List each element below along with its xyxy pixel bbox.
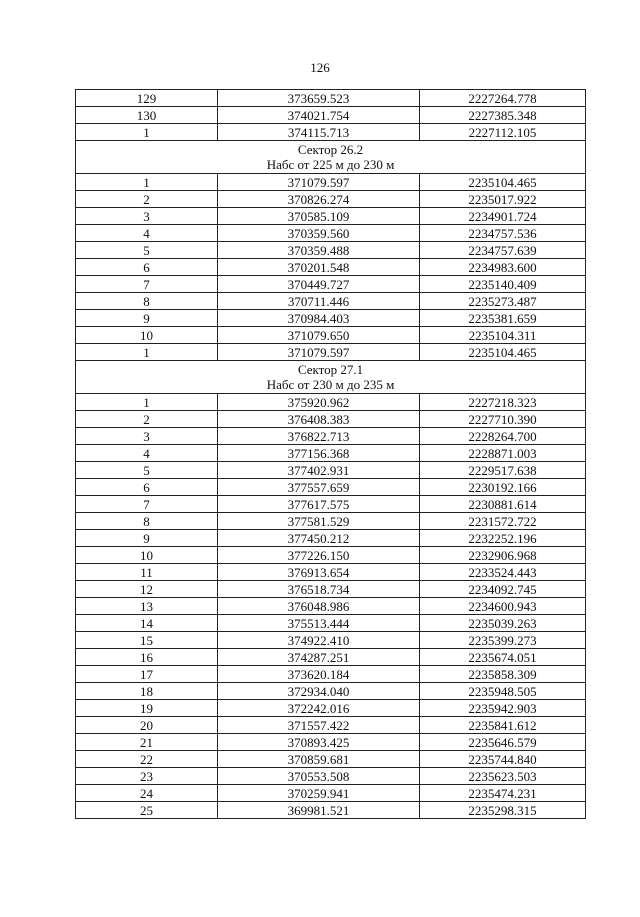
table-row: [76, 344, 586, 361]
table-row: [76, 225, 586, 242]
y-coordinate-cell: 2229517.638: [420, 462, 586, 479]
x-coordinate-cell: 370553.508: [218, 768, 420, 785]
point-number-cell: 21: [76, 734, 218, 751]
point-number-cell: 18: [76, 683, 218, 700]
y-coordinate-cell: 2235017.922: [420, 191, 586, 208]
y-coordinate-cell: 2235104.311: [420, 327, 586, 344]
y-coordinate-cell: 2228264.700: [420, 428, 586, 445]
table-row: [76, 394, 586, 411]
x-coordinate-cell: 377450.212: [218, 530, 420, 547]
table-row: [76, 310, 586, 327]
table-row: [76, 547, 586, 564]
x-coordinate-cell: 373659.523: [218, 90, 420, 107]
y-coordinate-cell: 2235104.465: [420, 174, 586, 191]
sector-altitude-range: Набс от 230 м до 235 м: [266, 377, 395, 392]
point-number-cell: 19: [76, 700, 218, 717]
sector-altitude-range: Набс от 225 м до 230 м: [266, 157, 395, 172]
y-coordinate-cell: 2227218.323: [420, 394, 586, 411]
x-coordinate-cell: 370449.727: [218, 276, 420, 293]
y-coordinate-cell: 2235381.659: [420, 310, 586, 327]
y-coordinate-cell: 2234901.724: [420, 208, 586, 225]
point-number-cell: 9: [76, 530, 218, 547]
table-row: [76, 581, 586, 598]
y-coordinate-cell: 2231572.722: [420, 513, 586, 530]
y-coordinate-cell: 2232252.196: [420, 530, 586, 547]
table-row: [76, 717, 586, 734]
table-row: [76, 276, 586, 293]
x-coordinate-cell: 370359.488: [218, 242, 420, 259]
sector-title: Сектор 26.2: [297, 142, 364, 157]
x-coordinate-cell: 374115.713: [218, 124, 420, 141]
y-coordinate-cell: 2235399.273: [420, 632, 586, 649]
sector-header-row: [76, 141, 586, 174]
y-coordinate-cell: 2230192.166: [420, 479, 586, 496]
x-coordinate-cell: 377226.150: [218, 547, 420, 564]
point-number-cell: 23: [76, 768, 218, 785]
point-number-cell: 10: [76, 327, 218, 344]
point-number-cell: 14: [76, 615, 218, 632]
x-coordinate-cell: 374021.754: [218, 107, 420, 124]
x-coordinate-cell: 375920.962: [218, 394, 420, 411]
y-coordinate-cell: 2230881.614: [420, 496, 586, 513]
y-coordinate-cell: 2235273.487: [420, 293, 586, 310]
y-coordinate-cell: 2235623.503: [420, 768, 586, 785]
x-coordinate-cell: 376518.734: [218, 581, 420, 598]
y-coordinate-cell: 2234092.745: [420, 581, 586, 598]
table-row: [76, 293, 586, 310]
table-row: [76, 666, 586, 683]
x-coordinate-cell: 376913.654: [218, 564, 420, 581]
y-coordinate-cell: 2227385.348: [420, 107, 586, 124]
y-coordinate-cell: 2234757.536: [420, 225, 586, 242]
table-row: [76, 683, 586, 700]
point-number-cell: 20: [76, 717, 218, 734]
table-row: [76, 768, 586, 785]
point-number-cell: 2: [76, 411, 218, 428]
point-number-cell: 8: [76, 513, 218, 530]
point-number-cell: 22: [76, 751, 218, 768]
table-row: [76, 751, 586, 768]
x-coordinate-cell: 370984.403: [218, 310, 420, 327]
table-row: [76, 700, 586, 717]
y-coordinate-cell: 2234757.639: [420, 242, 586, 259]
y-coordinate-cell: 2235646.579: [420, 734, 586, 751]
table-row: [76, 107, 586, 124]
point-number-cell: 130: [76, 107, 218, 124]
y-coordinate-cell: 2233524.443: [420, 564, 586, 581]
sector-header: [76, 361, 586, 394]
x-coordinate-cell: 377156.368: [218, 445, 420, 462]
x-coordinate-cell: 374287.251: [218, 649, 420, 666]
point-number-cell: 2: [76, 191, 218, 208]
x-coordinate-cell: 371079.597: [218, 344, 420, 361]
sector-title: Сектор 27.1: [297, 362, 364, 377]
y-coordinate-cell: 2235948.505: [420, 683, 586, 700]
table-row: [76, 564, 586, 581]
x-coordinate-cell: 369981.521: [218, 802, 420, 819]
table-row: [76, 90, 586, 107]
table-row: [76, 242, 586, 259]
y-coordinate-cell: 2227112.105: [420, 124, 586, 141]
sector-header: [76, 141, 586, 174]
x-coordinate-cell: 370359.560: [218, 225, 420, 242]
table-row: [76, 530, 586, 547]
x-coordinate-cell: 377617.575: [218, 496, 420, 513]
y-coordinate-cell: 2235841.612: [420, 717, 586, 734]
x-coordinate-cell: 376822.713: [218, 428, 420, 445]
point-number-cell: 15: [76, 632, 218, 649]
x-coordinate-cell: 370826.274: [218, 191, 420, 208]
table-row: [76, 632, 586, 649]
table-row: [76, 428, 586, 445]
point-number-cell: 16: [76, 649, 218, 666]
y-coordinate-cell: 2235474.231: [420, 785, 586, 802]
point-number-cell: 9: [76, 310, 218, 327]
x-coordinate-cell: 376408.383: [218, 411, 420, 428]
coordinates-table: [75, 89, 586, 819]
y-coordinate-cell: 2234983.600: [420, 259, 586, 276]
point-number-cell: 6: [76, 479, 218, 496]
y-coordinate-cell: 2227264.778: [420, 90, 586, 107]
point-number-cell: 3: [76, 208, 218, 225]
y-coordinate-cell: 2235298.315: [420, 802, 586, 819]
x-coordinate-cell: 370201.548: [218, 259, 420, 276]
table-row: [76, 462, 586, 479]
point-number-cell: 8: [76, 293, 218, 310]
y-coordinate-cell: 2227710.390: [420, 411, 586, 428]
table-row: [76, 174, 586, 191]
x-coordinate-cell: 375513.444: [218, 615, 420, 632]
coordinates-table-body: [76, 90, 586, 819]
x-coordinate-cell: 371079.650: [218, 327, 420, 344]
y-coordinate-cell: 2235858.309: [420, 666, 586, 683]
y-coordinate-cell: 2235140.409: [420, 276, 586, 293]
sector-header-row: [76, 361, 586, 394]
table-row: [76, 785, 586, 802]
table-row: [76, 208, 586, 225]
table-row: [76, 191, 586, 208]
table-row: [76, 445, 586, 462]
x-coordinate-cell: 377557.659: [218, 479, 420, 496]
y-coordinate-cell: 2235674.051: [420, 649, 586, 666]
point-number-cell: 13: [76, 598, 218, 615]
point-number-cell: 25: [76, 802, 218, 819]
x-coordinate-cell: 377402.931: [218, 462, 420, 479]
point-number-cell: 5: [76, 242, 218, 259]
x-coordinate-cell: 370893.425: [218, 734, 420, 751]
x-coordinate-cell: 376048.986: [218, 598, 420, 615]
x-coordinate-cell: 374922.410: [218, 632, 420, 649]
table-row: [76, 615, 586, 632]
x-coordinate-cell: 370259.941: [218, 785, 420, 802]
y-coordinate-cell: 2235039.263: [420, 615, 586, 632]
x-coordinate-cell: 373620.184: [218, 666, 420, 683]
table-row: [76, 734, 586, 751]
y-coordinate-cell: 2235744.840: [420, 751, 586, 768]
y-coordinate-cell: 2228871.003: [420, 445, 586, 462]
point-number-cell: 11: [76, 564, 218, 581]
x-coordinate-cell: 371557.422: [218, 717, 420, 734]
point-number-cell: 1: [76, 174, 218, 191]
table-row: [76, 513, 586, 530]
point-number-cell: 12: [76, 581, 218, 598]
table-row: [76, 327, 586, 344]
x-coordinate-cell: 370585.109: [218, 208, 420, 225]
table-row: [76, 649, 586, 666]
point-number-cell: 5: [76, 462, 218, 479]
table-row: [76, 259, 586, 276]
x-coordinate-cell: 372242.016: [218, 700, 420, 717]
table-row: [76, 598, 586, 615]
table-row: [76, 479, 586, 496]
y-coordinate-cell: 2235942.903: [420, 700, 586, 717]
point-number-cell: 7: [76, 496, 218, 513]
x-coordinate-cell: 377581.529: [218, 513, 420, 530]
point-number-cell: 1: [76, 124, 218, 141]
x-coordinate-cell: 370711.446: [218, 293, 420, 310]
y-coordinate-cell: 2232906.968: [420, 547, 586, 564]
point-number-cell: 17: [76, 666, 218, 683]
point-number-cell: 4: [76, 225, 218, 242]
point-number-cell: 7: [76, 276, 218, 293]
y-coordinate-cell: 2234600.943: [420, 598, 586, 615]
point-number-cell: 1: [76, 394, 218, 411]
x-coordinate-cell: 371079.597: [218, 174, 420, 191]
table-row: [76, 496, 586, 513]
x-coordinate-cell: 372934.040: [218, 683, 420, 700]
page-number: 126: [310, 60, 330, 75]
table-row: [76, 802, 586, 819]
point-number-cell: 3: [76, 428, 218, 445]
point-number-cell: 24: [76, 785, 218, 802]
point-number-cell: 10: [76, 547, 218, 564]
x-coordinate-cell: 370859.681: [218, 751, 420, 768]
point-number-cell: 4: [76, 445, 218, 462]
point-number-cell: 1: [76, 344, 218, 361]
table-row: [76, 411, 586, 428]
y-coordinate-cell: 2235104.465: [420, 344, 586, 361]
point-number-cell: 129: [76, 90, 218, 107]
table-row: [76, 124, 586, 141]
point-number-cell: 6: [76, 259, 218, 276]
